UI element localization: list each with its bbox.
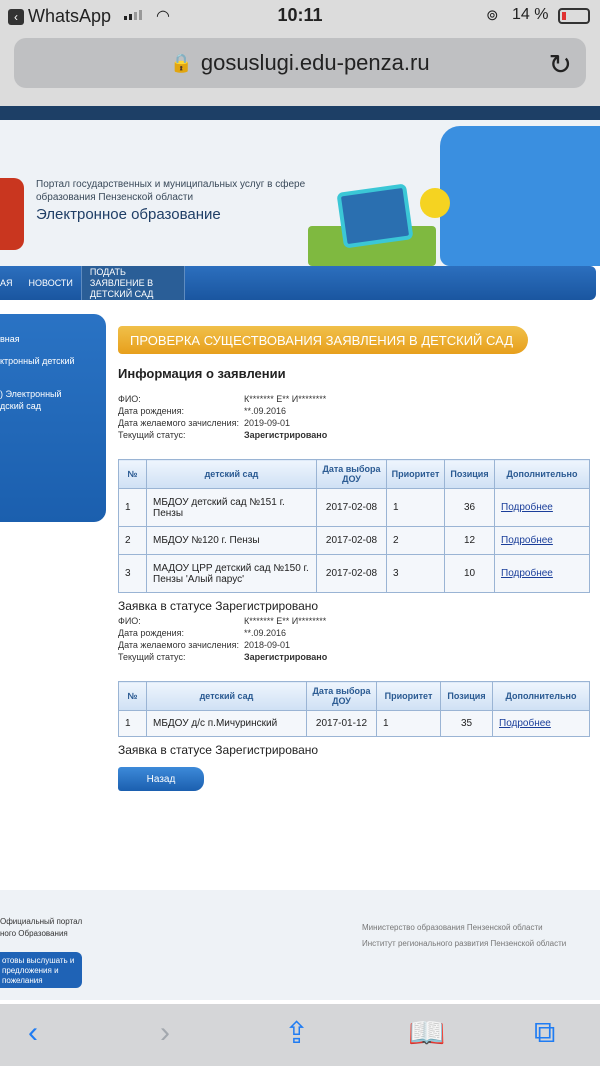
reload-icon[interactable]: ↻ bbox=[548, 49, 572, 80]
cell-priority: 1 bbox=[387, 489, 445, 527]
coat-of-arms-logo[interactable] bbox=[0, 178, 24, 250]
portal-description: Портал государственных и муниципальных услуг в сфере образования Пензенской области bbox=[36, 179, 306, 203]
kindergarten-table bbox=[118, 459, 590, 593]
feedback-button[interactable]: отовы выслушать и предложения и пожелания bbox=[0, 952, 82, 988]
cell-number: 2 bbox=[119, 527, 147, 555]
address-bar-area bbox=[0, 32, 600, 106]
application-fields bbox=[118, 393, 592, 441]
field-value: К******* Е** И******** bbox=[244, 394, 327, 404]
status-bar bbox=[0, 0, 600, 32]
rotation-lock-icon: ⊚ bbox=[486, 7, 499, 24]
field-row bbox=[118, 627, 592, 639]
footer-link-ministry[interactable]: Министерство образования Пензенской области bbox=[362, 923, 543, 932]
field-value: 2019-09-01 bbox=[244, 418, 291, 428]
tabs-icon[interactable]: ⧉ bbox=[534, 1016, 556, 1049]
cell-position: 35 bbox=[441, 711, 493, 737]
browser-toolbar bbox=[0, 1004, 600, 1066]
battery-percent: 14 % bbox=[512, 6, 549, 23]
footer-partners bbox=[362, 920, 566, 952]
footer-link-institute[interactable]: Институт регионального развития Пензенской области bbox=[362, 939, 567, 948]
field-label: Текущий статус: bbox=[118, 430, 186, 440]
footer-portal-text bbox=[0, 916, 82, 940]
field-label: ФИО: bbox=[118, 394, 141, 404]
col-more: Дополнительно bbox=[493, 682, 590, 711]
cell-number: 1 bbox=[119, 711, 147, 737]
cell-priority: 1 bbox=[377, 711, 441, 737]
url-text: gosuslugi.edu-penza.ru bbox=[200, 50, 430, 75]
application-fields bbox=[118, 615, 592, 663]
cell-kindergarten: МАДОУ ЦРР детский сад №150 г. Пензы 'Алый парус' bbox=[147, 555, 317, 593]
forward-icon: › bbox=[160, 1016, 170, 1049]
col-priority: Приоритет bbox=[387, 460, 445, 489]
share-icon[interactable]: ⇪ bbox=[284, 1017, 310, 1050]
cell-date: 2017-01-12 bbox=[307, 711, 377, 737]
field-label: Дата рождения: bbox=[118, 406, 184, 416]
cell-kindergarten: МБДОУ детский сад №151 г. Пензы bbox=[147, 489, 317, 527]
cell-more bbox=[495, 489, 590, 527]
cell-kindergarten: МБДОУ №120 г. Пензы bbox=[147, 527, 317, 555]
col-position: Позиция bbox=[445, 460, 495, 489]
field-row bbox=[118, 417, 592, 429]
application-status-line: Заявка в статусе Зарегистрировано bbox=[118, 743, 319, 757]
cell-position: 12 bbox=[445, 527, 495, 555]
cell-priority: 3 bbox=[387, 555, 445, 593]
portal-name[interactable]: Электронное образование bbox=[36, 206, 221, 223]
smiley-illustration bbox=[420, 188, 450, 218]
details-link[interactable]: Подробнее bbox=[501, 568, 553, 579]
main-content bbox=[118, 326, 592, 791]
field-row bbox=[118, 405, 592, 417]
field-row bbox=[118, 639, 592, 651]
details-link[interactable]: Подробнее bbox=[501, 502, 553, 513]
back-button[interactable]: Назад bbox=[118, 767, 204, 791]
lock-icon: 🔒 bbox=[170, 52, 193, 73]
site-footer bbox=[0, 890, 600, 1000]
table-header-row bbox=[119, 460, 590, 489]
nav-item-news[interactable]: НОВОСТИ bbox=[28, 277, 73, 288]
cell-date: 2017-02-08 bbox=[317, 527, 387, 555]
cell-number: 1 bbox=[119, 489, 147, 527]
main-nav bbox=[0, 266, 596, 300]
cell-more bbox=[495, 527, 590, 555]
cell-number: 3 bbox=[119, 555, 147, 593]
field-value: 2018-09-01 bbox=[244, 640, 291, 650]
back-icon[interactable]: ‹ bbox=[28, 1016, 38, 1049]
left-sidebar bbox=[0, 314, 106, 522]
field-row bbox=[118, 429, 592, 441]
cell-position: 36 bbox=[445, 489, 495, 527]
sidebar-item-electronic-kindergarten-2[interactable]: ) Электронный дский сад bbox=[0, 389, 62, 411]
footer-line: ного Образования bbox=[0, 929, 68, 938]
cell-position: 10 bbox=[445, 555, 495, 593]
col-date: Дата выбора ДОУ bbox=[307, 682, 377, 711]
info-heading: Информация о заявлении bbox=[118, 366, 286, 381]
field-label: ФИО: bbox=[118, 616, 141, 626]
sidebar-item-main[interactable]: вная bbox=[0, 334, 20, 344]
cell-more bbox=[495, 555, 590, 593]
application-status-line: Заявка в статусе Зарегистрировано bbox=[118, 599, 319, 613]
status-value: Зарегистрировано bbox=[244, 652, 328, 662]
table-row bbox=[119, 711, 590, 737]
table-header-row bbox=[119, 682, 590, 711]
details-link[interactable]: Подробнее bbox=[499, 718, 551, 729]
nav-item-apply-label: ПОДАТЬ ЗАЯВЛЕНИЕ В ДЕТСКИЙ САД bbox=[89, 266, 154, 299]
field-label: Дата рождения: bbox=[118, 628, 184, 638]
nav-item-apply-kindergarten[interactable] bbox=[81, 266, 185, 300]
field-value: К******* Е** И******** bbox=[244, 616, 327, 626]
col-date: Дата выбора ДОУ bbox=[317, 460, 387, 489]
cell-kindergarten: МБДОУ д/с п.Мичуринский bbox=[147, 711, 307, 737]
nav-item-home[interactable]: АЯ bbox=[0, 277, 13, 288]
tablet-illustration bbox=[336, 183, 413, 248]
header-band bbox=[0, 106, 600, 120]
kindergarten-table bbox=[118, 681, 590, 737]
field-label: Дата желаемого зачисления: bbox=[118, 640, 239, 650]
col-more: Дополнительно bbox=[495, 460, 590, 489]
clock: 10:11 bbox=[277, 5, 323, 25]
col-kindergarten: детский сад bbox=[147, 682, 307, 711]
sidebar-item-electronic-kindergarten[interactable]: ктронный детский bbox=[0, 356, 75, 366]
table-row bbox=[119, 527, 590, 555]
chevron-left-icon: ‹ bbox=[8, 9, 24, 25]
cell-date: 2017-02-08 bbox=[317, 489, 387, 527]
field-label: Текущий статус: bbox=[118, 652, 186, 662]
field-row bbox=[118, 615, 592, 627]
page-title: ПРОВЕРКА СУЩЕСТВОВАНИЯ ЗАЯВЛЕНИЯ В ДЕТСКИЙ САД bbox=[118, 326, 528, 354]
col-priority: Приоритет bbox=[377, 682, 441, 711]
bookmarks-icon[interactable]: 📖 bbox=[408, 1017, 446, 1050]
col-position: Позиция bbox=[441, 682, 493, 711]
cell-more bbox=[493, 711, 590, 737]
field-row bbox=[118, 393, 592, 405]
footer-line: Официальный портал bbox=[0, 917, 83, 926]
backpack-illustration bbox=[440, 126, 600, 266]
col-number: № bbox=[119, 682, 147, 711]
col-number: № bbox=[119, 460, 147, 489]
address-bar[interactable] bbox=[14, 38, 586, 88]
field-value: **.09.2016 bbox=[244, 406, 287, 416]
table-row bbox=[119, 555, 590, 593]
field-row bbox=[118, 651, 592, 663]
wifi-icon: ◠ bbox=[156, 8, 170, 25]
col-kindergarten: детский сад bbox=[147, 460, 317, 489]
back-app-label: WhatsApp bbox=[28, 6, 112, 26]
cell-date: 2017-02-08 bbox=[317, 555, 387, 593]
table-row bbox=[119, 489, 590, 527]
status-value: Зарегистрировано bbox=[244, 430, 328, 440]
field-label: Дата желаемого зачисления: bbox=[118, 418, 239, 428]
field-value: **.09.2016 bbox=[244, 628, 287, 638]
site-header bbox=[0, 106, 600, 266]
cell-priority: 2 bbox=[387, 527, 445, 555]
details-link[interactable]: Подробнее bbox=[501, 535, 553, 546]
battery-icon bbox=[558, 8, 590, 24]
